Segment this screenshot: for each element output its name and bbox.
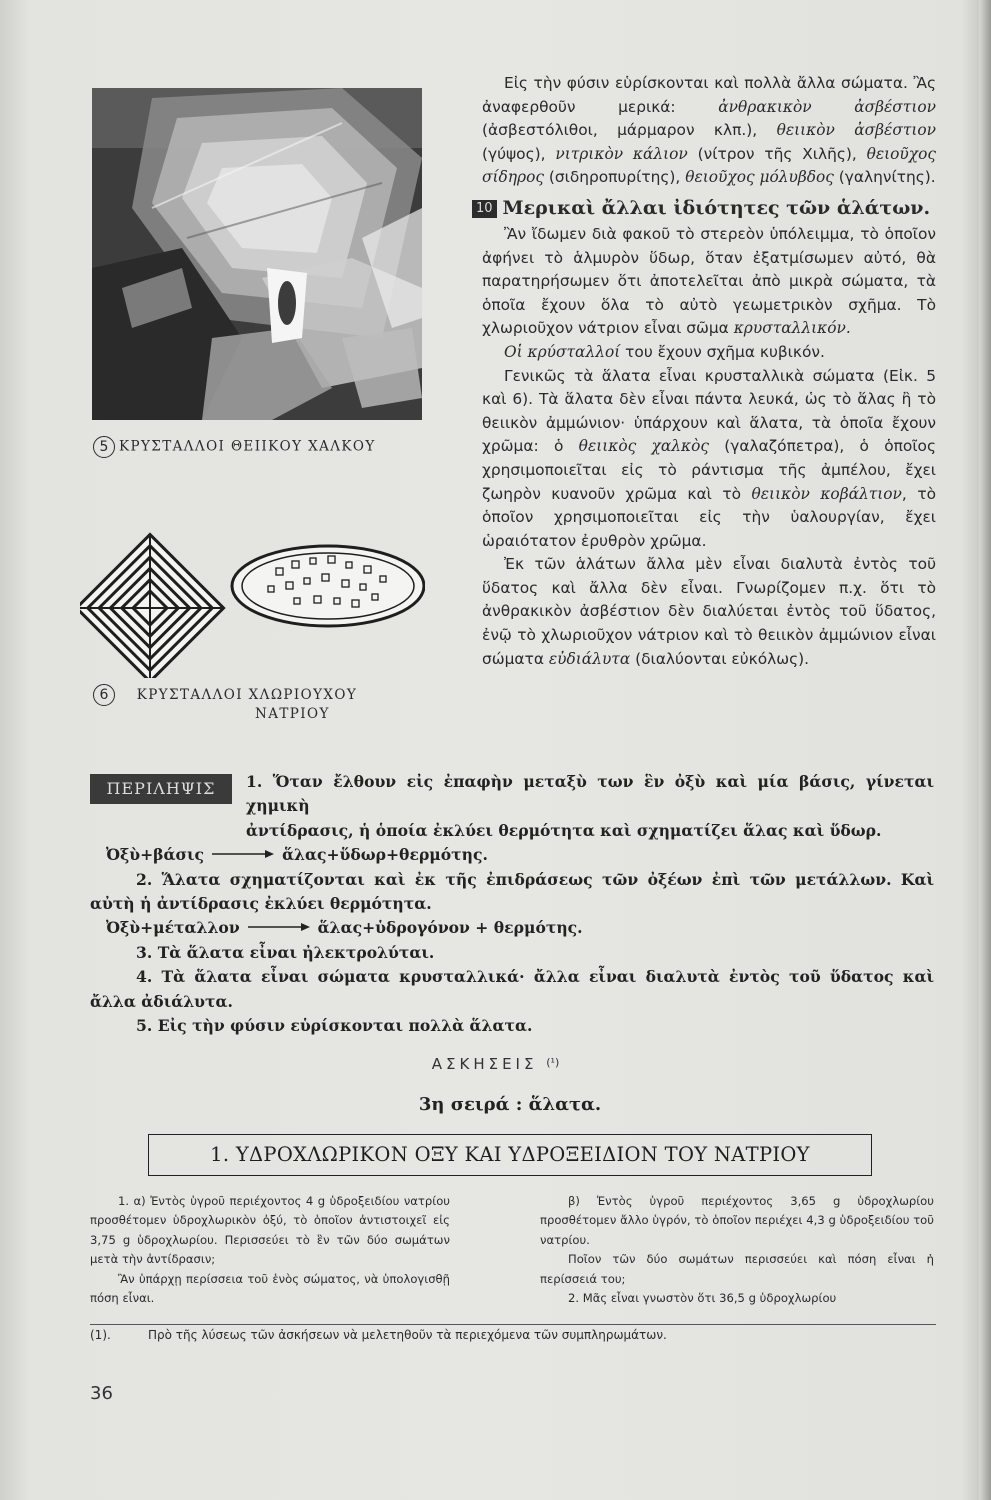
- figure-5-caption: 5 ΚΡΥΣΤΑΛΛΟΙ ΘΕΙΙΚΟΥ ΧΑΛΚΟΥ: [93, 436, 376, 458]
- summary-text: [90, 770, 934, 1038]
- summary-item-1-cont: ἀντίδρασις, ἡ ὁποία ἐκλύει θερμότητα καὶ σχηματίζει ἅλας καὶ ὕδωρ.: [246, 820, 882, 840]
- paragraph-solubility: Ἐκ τῶν ἁλάτων ἄλλα μὲν εἶναι διαλυτὰ ἐντὸς τοῦ ὕδατος καὶ ἄλλα δὲν εἶναι. Γνωρίζομεν π.χ. ὅτι τὸ ἀνθρακικὸν ἀσβέστιον δὲν διαλύεται ἐντὸς τοῦ ὕδατος, ἐνῷ τὸ χλωριοῦχον νάτριον καὶ τὸ θειικὸν ἀμμώνιον εἶναι σώματα εὐδιάλυτα (διαλύονται εὐκόλως).: [482, 555, 936, 668]
- footnote: (1). Πρὸ τῆς λύσεως τῶν ἀσκήσεων νὰ μελετηθοῦν τὰ περιεχόμενα τῶν συμπληρωμάτων.: [90, 1328, 667, 1342]
- exercise-1a-question: Ἂν ὑπάρχῃ περίσσεια τοῦ ἑνὸς σώματος, νὰ ὑπολογισθῇ πόση εἶναι.: [90, 1271, 450, 1306]
- exercise-left-column: [90, 1192, 450, 1308]
- summary-item-4: 4. Τὰ ἅλατα εἶναι σώματα κρυσταλλικά· ἄλλα εἶναι διαλυτὰ ἐντὸς τοῦ ὕδατος καὶ ἄλλα ἀδιάλυτα.: [90, 967, 934, 1011]
- paragraph-substances: Εἰς τὴν φύσιν εὑρίσκονται καὶ πολλὰ ἄλλα σώματα. Ἂς ἀναφερθοῦν μερικά: ἀνθρακικὸν ἀσβέστιον (ἀσβεστόλιθοι, μάρμαρον κλπ.), θειικὸν ἀσβέστιον (γύψος), νιτρικὸν κάλιον (νίτρον τῆς Χιλῆς), θειοῦχος σίδηρος (σιδηροπυρίτης), θειοῦχος μόλυβδος (γαληνίτης).: [482, 74, 936, 187]
- copper-sulfate-crystals-photo: [92, 88, 422, 420]
- page-number: 36: [90, 1383, 113, 1404]
- figure-6-caption: 6 ΚΡΥΣΤΑΛΛΟΙ ΧΛΩΡΙΟΥΧΟΥ ΝΑΤΡΙΟΥ: [93, 684, 357, 722]
- equation-2: Ὀξὺ+μέταλλον ἅλας+ὑδρογόνον + θερμότης.: [106, 918, 583, 938]
- exercise-2: 2. Μᾶς εἶναι γνωστὸν ὅτι 36,5 g ὑδροχλωρίου: [568, 1291, 837, 1306]
- exercise-1b: β) Ἐντὸς ὑγροῦ περιέχοντος 3,65 g ὑδροχλωρίου προσθέτομεν ἄλλο ὑγρόν, τὸ ὁποῖον περιέχει 4,3 g ὑδροξειδίου τοῦ νατρίου.: [540, 1194, 934, 1247]
- footnote-rule: [90, 1324, 936, 1325]
- exercise-series-title: 3η σειρά : ἅλατα.: [418, 1094, 602, 1115]
- section-number: 10: [472, 200, 497, 218]
- summary-item-2: 2. Ἅλατα σχηματίζονται καὶ ἐκ τῆς ἐπιδράσεως τῶν ὀξέων ἐπὶ τῶν μετάλλων. Καὶ αὐτὴ ἡ ἀντίδρασις ἐκλύει θερμότητα.: [90, 869, 934, 914]
- paragraph-colors: Γενικῶς τὰ ἅλατα εἶναι κρυσταλλικὰ σώματα (Εἰκ. 5 καὶ 6). Τὰ ἅλατα δὲν εἶναι πάντα λευκά, ὡς τὸ ἅλας ἢ τὸ θειικὸν ἀμμώνιον· ὑπάρχουν καὶ ἅλατα, τὰ ὁποῖα ἔχουν χρῶμα: ὁ θειικὸς χαλκὸς (γαλαζόπετρα), ὁ ὁποῖος χρησιμοποιεῖται εἰς τὸ ράντισμα τῆς ἀμπέλου, ἔχει ζωηρὸν κυανοῦν χρῶμα καὶ τὸ θειικὸν κοβάλτιον, τὸ ὁποῖον χρησιμοποιεῖται εἰς τὴν ὑαλουργίαν, ἔχει ὡραιότατον ἐρυθρὸν χρῶμα.: [482, 366, 937, 550]
- summary-item-5: 5. Εἰς τὴν φύσιν εὑρίσκονται πολλὰ ἅλατα.: [136, 1016, 533, 1036]
- exercises-heading: ΑΣΚΗΣΕΙΣ $^{(^1)}$: [431, 1055, 560, 1073]
- paragraph-crystals: Ἂν ἴδωμεν διὰ φακοῦ τὸ στερεὸν ὑπόλειμμα, τὸ ὁποῖον ἀφήνει τὸ ἁλμυρὸν ὕδωρ, ὅταν ἐξατμίσωμεν αὐτό, θὰ παρατηρήσωμεν ὅτι ἀποτελεῖται ἀπὸ μικρὰ σώματα, τὰ ὁποῖα ἔχουν ὅλα τὸ αὐτὸ γεωμετρικὸν σχῆμα. Τὸ χλωριοῦχον νάτριον εἶναι σῶμα κρυσταλλικόν.: [482, 224, 936, 338]
- summary-item-1: 1. Ὅταν ἔλθουν εἰς ἐπαφὴν μεταξὺ των ἓν ὀξὺ καὶ μία βάσις, γίνεται χημικὴ: [246, 772, 934, 816]
- summary-item-3: 3. Τὰ ἅλατα εἶναι ἠλεκτρολύται.: [136, 942, 435, 962]
- figure-5-number: 5: [93, 436, 115, 458]
- exercise-1a: 1. α) Ἐντὸς ὑγροῦ περιέχοντος 4 g ὑδροξειδίου νατρίου προσθέτομεν ὑδροχλωρικὸν ὀξύ, τὸ ὁποῖον ἀντιστοιχεῖ εἰς 3,75 g ὑδροχλωρίου. Περισσεύει τὸ ἓν τῶν δύο σωμάτων μετὰ τὴν ἀντίδρασιν;: [90, 1194, 450, 1267]
- paragraph-cubic: Οἱ κρύσταλλοί του ἔχουν σχῆμα κυβικόν.: [504, 342, 825, 361]
- section-heading: 10 Μερικαὶ ἄλλαι ἰδιότητες τῶν ἁλάτων.: [472, 193, 936, 223]
- arrow-icon: [248, 922, 310, 932]
- arrow-icon: [212, 849, 274, 859]
- summary-label: ΠΕΡΙΛΗΨΙΣ: [90, 774, 232, 804]
- equation-1: Ὀξὺ+βάσις ἅλας+ὕδωρ+θερμότης.: [106, 845, 488, 865]
- figure-6-number: 6: [93, 684, 115, 706]
- exercise-1b-question: Ποῖον τῶν δύο σωμάτων περισσεύει καὶ πόση εἶναι ἡ περίσσειά του;: [540, 1252, 934, 1286]
- book-spine-shadow: [979, 0, 991, 1500]
- exercise-right-column: [540, 1192, 934, 1308]
- sodium-chloride-crystals-drawing: [80, 528, 425, 678]
- body-text-column: [476, 72, 937, 671]
- exercise-topic-title: 1. ΥΔΡΟΧΛΩΡΙΚΟΝ ΟΞΥ ΚΑΙ ΥΔΡΟΞΕΙΔΙΟΝ ΤΟΥ ΝΑΤΡΙΟΥ: [148, 1134, 872, 1176]
